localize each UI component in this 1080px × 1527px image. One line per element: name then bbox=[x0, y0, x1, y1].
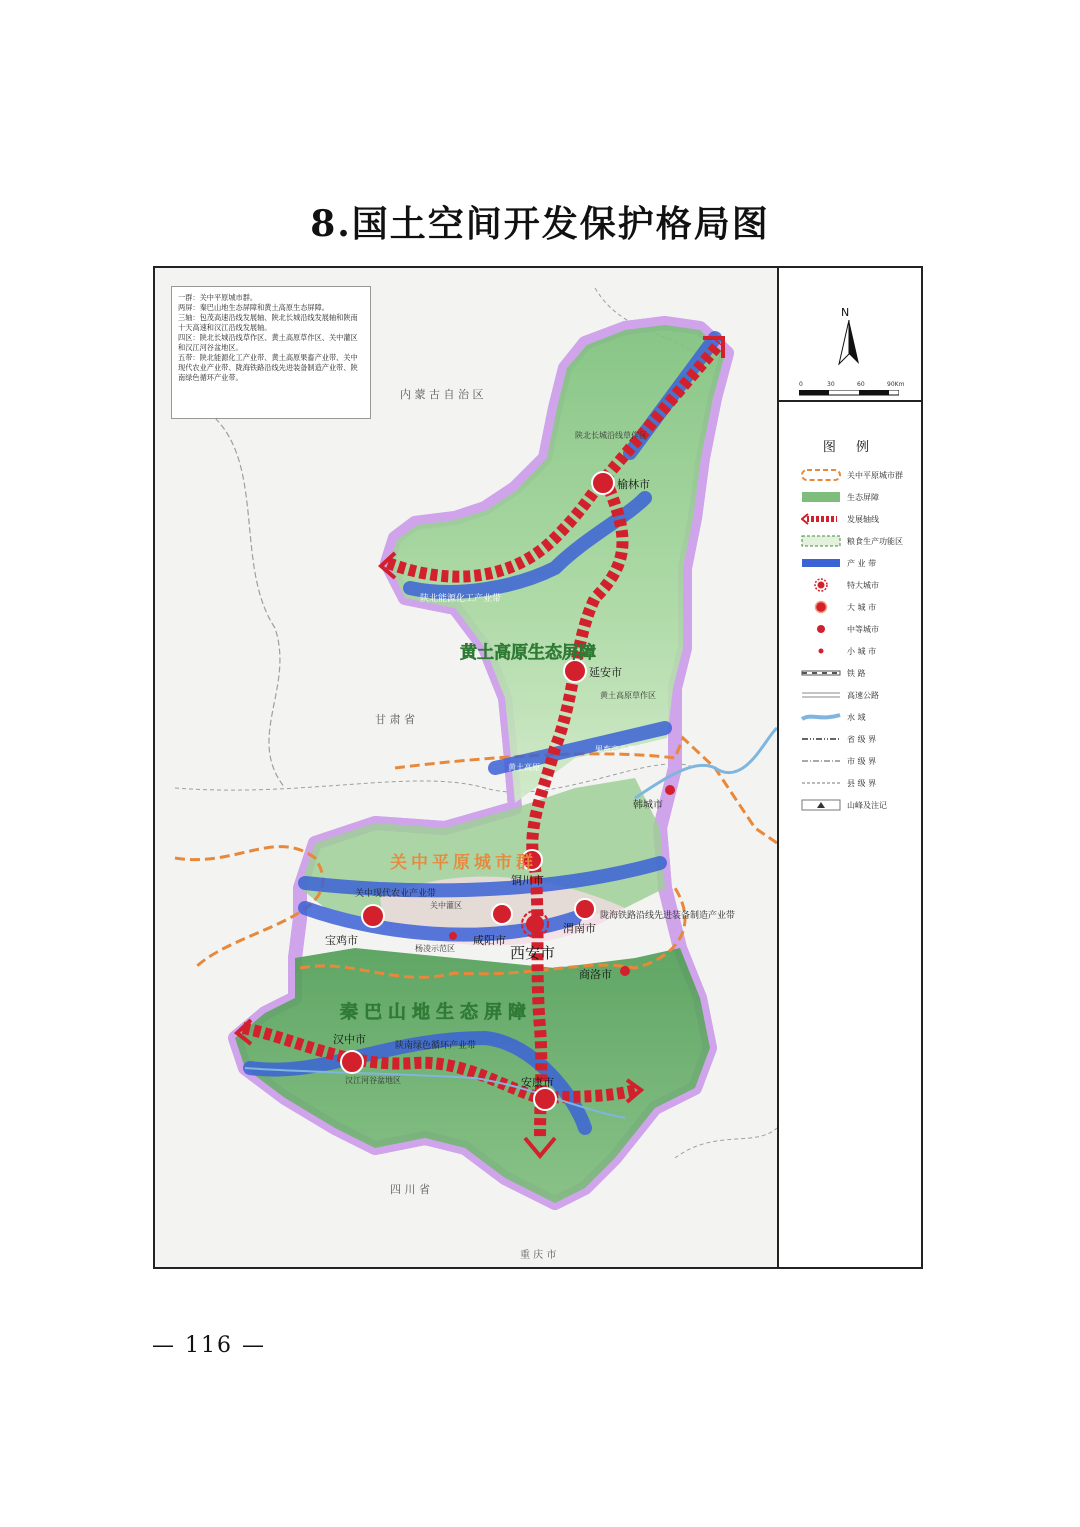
city-label-tongchuan: 铜川市 bbox=[511, 874, 544, 887]
scale-tick: 90Km bbox=[887, 381, 905, 388]
water-band-icon bbox=[801, 709, 841, 725]
summary-line: 五带：陕北能源化工产业带、黄土高原果畜产业带、关中现代农业产业带、陇海铁路沿线先进装备制造产业带、陕南绿色循环产业带。 bbox=[178, 353, 358, 382]
belt-label-energy: 陕北能源化工产业带 bbox=[420, 594, 502, 604]
county-boundary-icon bbox=[801, 775, 841, 791]
city-boundary-icon bbox=[801, 753, 841, 769]
city-label-yanan: 延安市 bbox=[589, 666, 622, 679]
city-label-shangluo: 商洛市 bbox=[579, 968, 612, 981]
city-shangluo bbox=[620, 966, 630, 976]
large-city-dot-icon bbox=[801, 599, 841, 615]
city-cluster-label: 关中平原城市群 bbox=[390, 853, 537, 873]
legend-item bbox=[801, 750, 903, 772]
small-city-dot-icon bbox=[801, 643, 841, 659]
city-hanzhong bbox=[341, 1051, 363, 1073]
summary-line: 四区：陕北长城沿线草作区、黄土高原草作区、关中灌区和汉江河谷盆地区。 bbox=[178, 333, 358, 352]
belt-label-loess-left: 黄土高原 bbox=[508, 763, 540, 772]
page-number: — 116 — bbox=[152, 1333, 266, 1358]
city-weinan bbox=[575, 899, 595, 919]
scale-tick: 0 bbox=[799, 381, 803, 388]
blue-band-icon bbox=[801, 555, 841, 571]
city-label-xianyang: 咸阳市 bbox=[473, 934, 506, 947]
north-arrow-icon bbox=[837, 320, 861, 366]
legend-label: 发展轴线 bbox=[847, 514, 879, 524]
legend-title: 图 例 bbox=[822, 440, 878, 455]
city-ankang bbox=[534, 1088, 556, 1110]
medium-city-dot-icon bbox=[801, 621, 841, 637]
legend-item bbox=[801, 684, 903, 706]
summary-line: 一群：关中平原城市群。 bbox=[178, 293, 258, 302]
green-dashed-box-icon bbox=[801, 533, 841, 549]
city-label-weinan: 渭南市 bbox=[563, 922, 596, 935]
legend-item bbox=[801, 706, 903, 728]
legend-item bbox=[801, 794, 903, 816]
city-label-ankang: 安康市 bbox=[521, 1076, 554, 1089]
legend-label: 水 域 bbox=[847, 712, 866, 722]
belt-label-south-green: 陕南绿色循环产业带 bbox=[395, 1041, 477, 1051]
legend-label: 山峰及注记 bbox=[847, 800, 887, 810]
legend-label: 关中平原城市群 bbox=[847, 470, 903, 480]
legend-item bbox=[801, 486, 903, 508]
railway-line-icon bbox=[801, 665, 841, 681]
region-label-chongqing: 重 庆 市 bbox=[520, 1250, 557, 1261]
qinba-barrier-label: 秦巴山地生态屏障 bbox=[340, 1002, 532, 1023]
legend-label: 特大城市 bbox=[847, 580, 879, 590]
legend-label: 粮食生产功能区 bbox=[847, 536, 903, 546]
belt-label-longhai: 陇海铁路沿线先进装备制造产业带 bbox=[600, 911, 736, 921]
province-boundary-icon bbox=[801, 731, 841, 747]
city-label-hanzhong: 汉中市 bbox=[333, 1033, 366, 1046]
region-label-gansu: 甘 肃 省 bbox=[375, 713, 415, 726]
legend-label: 省 级 界 bbox=[847, 734, 877, 744]
zone-label-hanjiang: 汉江河谷盆地区 bbox=[345, 1076, 401, 1085]
legend-item bbox=[801, 662, 903, 684]
zone-label-north-wall: 陕北长城沿线草作区 bbox=[575, 431, 647, 440]
expressway-line-icon bbox=[801, 687, 841, 703]
zone-label-yangling: 杨凌示范区 bbox=[415, 944, 455, 953]
page-title: 8.国土空间开发保护格局图 bbox=[310, 203, 770, 245]
city-yangling bbox=[449, 932, 457, 940]
legend-label: 生态屏障 bbox=[847, 492, 879, 502]
map-area bbox=[155, 268, 777, 1267]
belt-label-loess-fruit: 果畜产业带 bbox=[595, 745, 635, 754]
legend-label: 大 城 市 bbox=[847, 602, 877, 612]
region-label-sichuan: 四 川 省 bbox=[390, 1183, 430, 1196]
summary-line: 两屏：秦巴山地生态屏障和黄土高原生态屏障。 bbox=[178, 303, 329, 312]
legend-item bbox=[801, 508, 903, 530]
zone-label-irrigation: 关中灌区 bbox=[430, 901, 462, 910]
zone-label-loess: 黄土高原草作区 bbox=[600, 691, 656, 700]
scale-bar bbox=[799, 390, 899, 396]
legend-label: 中等城市 bbox=[847, 624, 879, 634]
city-yulin bbox=[592, 472, 614, 494]
scale-tick: 30 bbox=[827, 381, 835, 388]
city-label-yulin: 榆林市 bbox=[617, 478, 650, 491]
legend-label: 高速公路 bbox=[847, 690, 879, 700]
orange-dashed-outline-icon bbox=[801, 467, 841, 483]
city-label-hancheng: 韩城市 bbox=[633, 800, 663, 811]
belt-label-guanzhong-agri: 关中现代农业产业带 bbox=[355, 889, 437, 899]
city-yanan bbox=[564, 660, 586, 682]
scale-tick: 60 bbox=[857, 381, 865, 388]
legend-label: 铁 路 bbox=[847, 668, 866, 678]
legend-label: 小 城 市 bbox=[847, 646, 877, 656]
map-summary-box bbox=[171, 286, 371, 419]
green-fill-icon bbox=[801, 489, 841, 505]
city-label-baoji: 宝鸡市 bbox=[325, 934, 358, 947]
legend-label: 县 级 界 bbox=[847, 778, 877, 788]
legend-label: 产 业 带 bbox=[847, 558, 877, 568]
city-hancheng bbox=[665, 785, 675, 795]
region-label-inner-mongolia: 内 蒙 古 自 治 区 bbox=[400, 388, 484, 401]
legend-item bbox=[801, 464, 903, 486]
legend-item bbox=[801, 596, 903, 618]
legend-item bbox=[801, 574, 903, 596]
north-label: N bbox=[841, 306, 850, 319]
north-arrow-box bbox=[779, 268, 921, 402]
side-panel bbox=[777, 268, 921, 1267]
legend-item bbox=[801, 552, 903, 574]
megacity-dot-icon bbox=[801, 577, 841, 593]
city-xianyang bbox=[492, 904, 512, 924]
legend-list bbox=[801, 464, 903, 816]
map-frame bbox=[153, 266, 923, 1269]
legend-label: 市 级 界 bbox=[847, 756, 877, 766]
city-label-xian: 西安市 bbox=[510, 944, 556, 962]
legend-item bbox=[801, 640, 903, 662]
legend-item bbox=[801, 772, 903, 794]
red-striped-arrow-icon bbox=[801, 511, 841, 527]
legend-item bbox=[801, 530, 903, 552]
legend-item bbox=[801, 618, 903, 640]
city-baoji bbox=[362, 905, 384, 927]
peak-symbol-icon bbox=[801, 797, 841, 813]
summary-line: 三轴：包茂高速沿线发展轴、陕北长城沿线发展轴和陕南十天高速和汉江沿线发展轴。 bbox=[178, 313, 358, 332]
city-xian bbox=[526, 915, 544, 933]
legend-item bbox=[801, 728, 903, 750]
loess-barrier-label: 黄土高原生态屏障 bbox=[460, 643, 596, 663]
